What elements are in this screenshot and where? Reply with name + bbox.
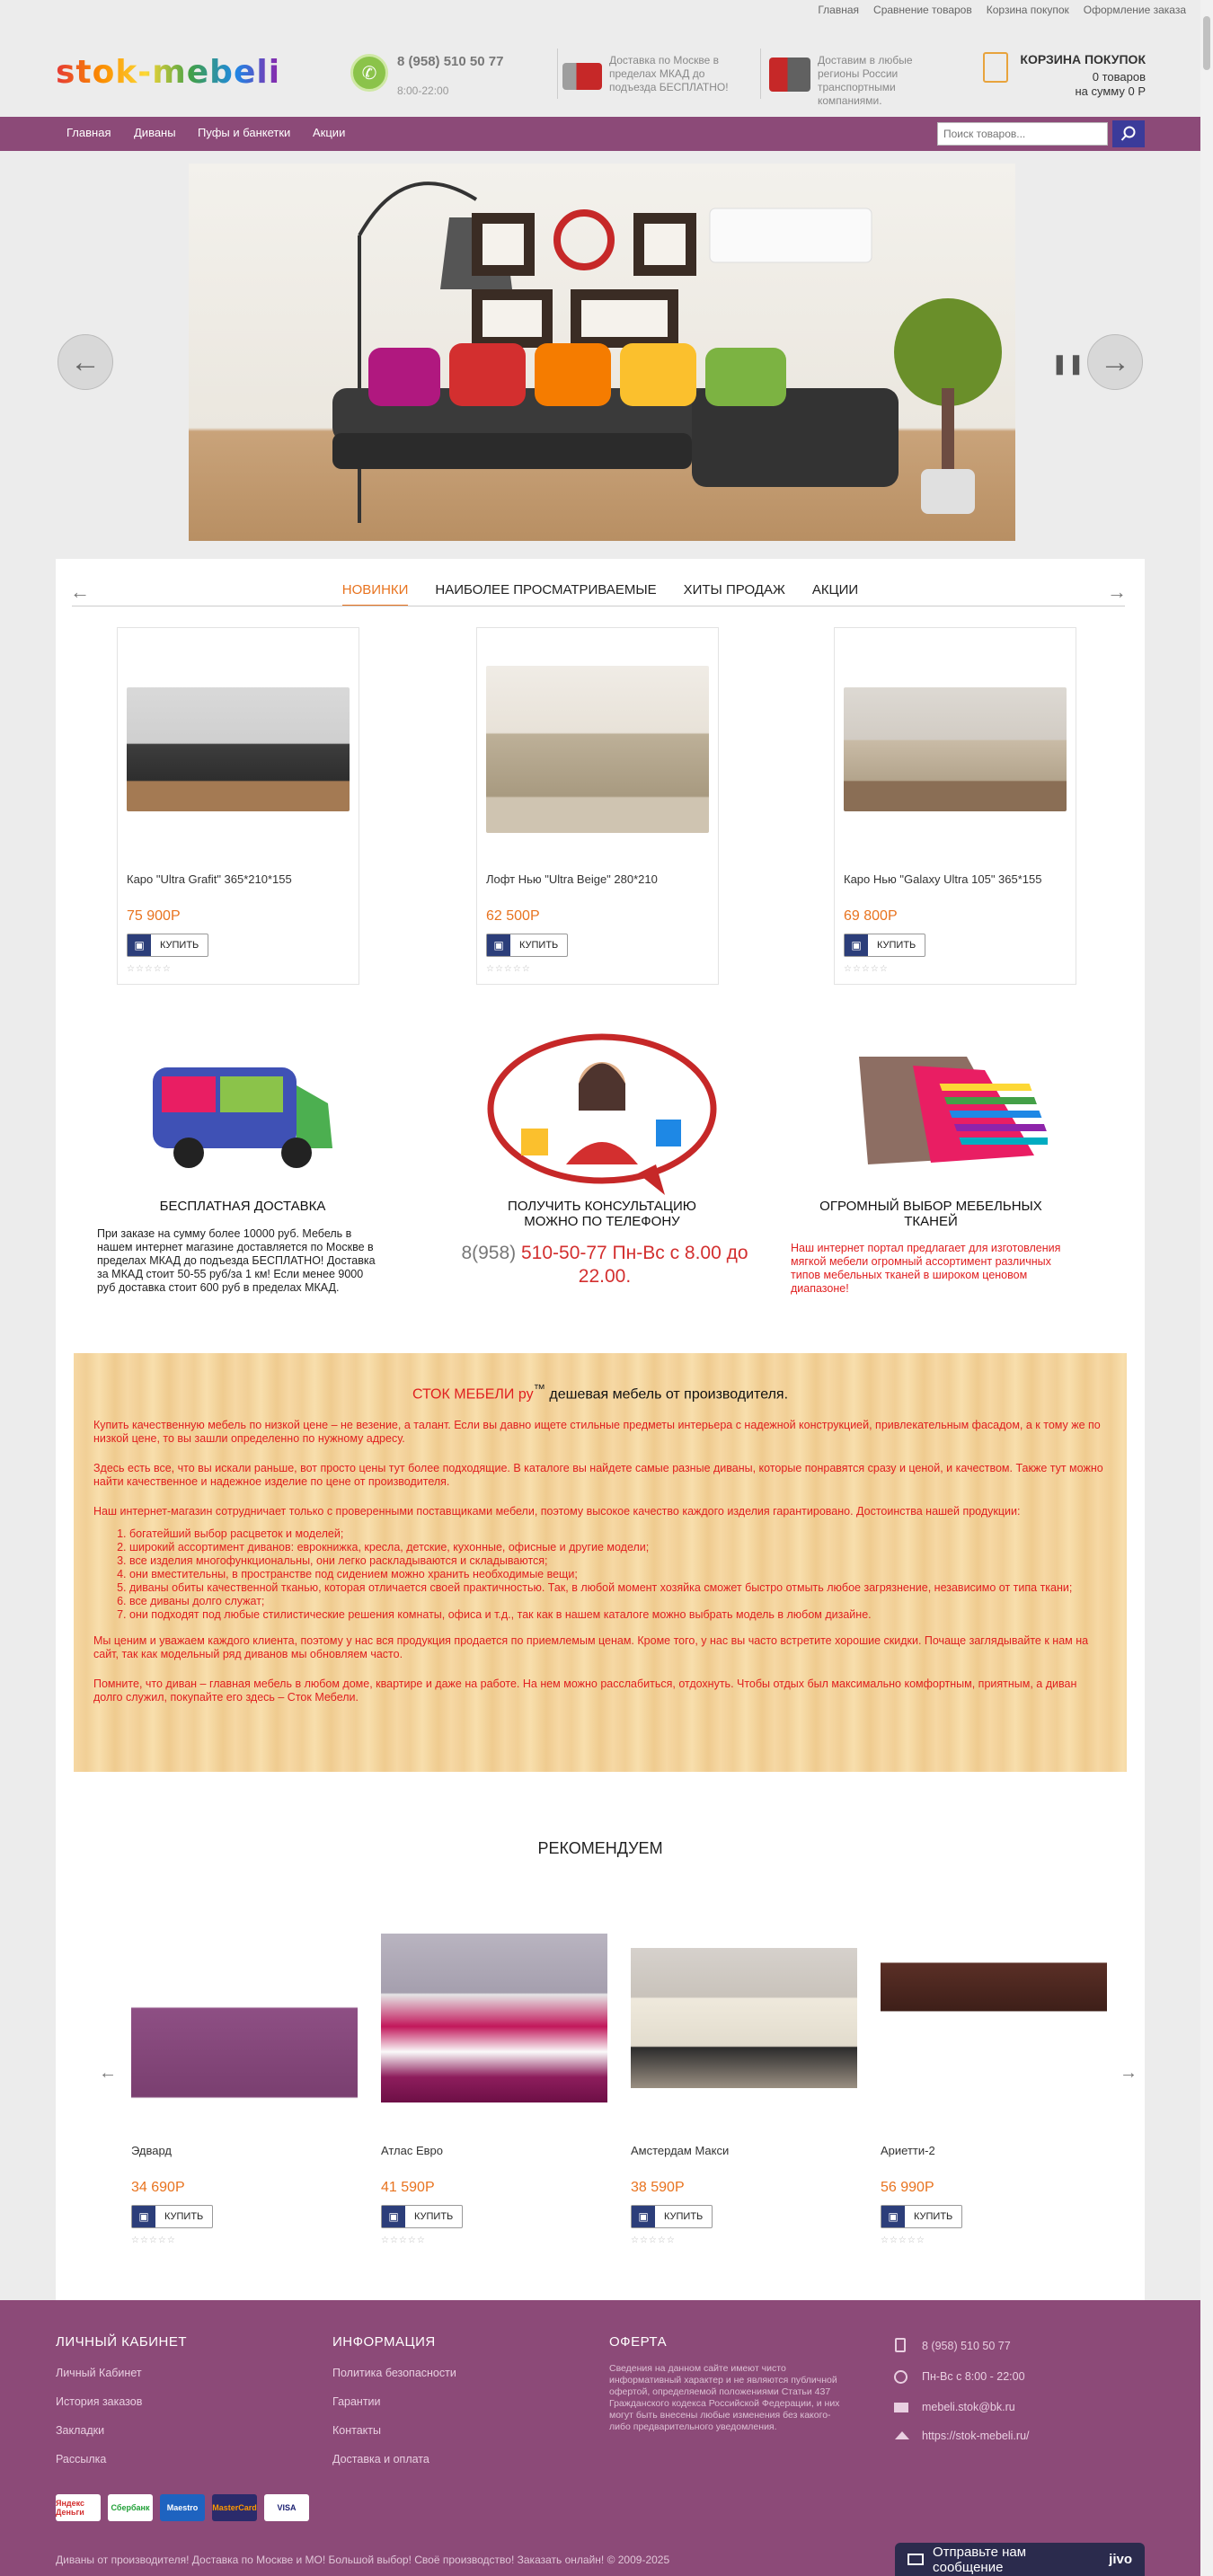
footer-link[interactable]: Контакты bbox=[332, 2424, 381, 2437]
copyright-text: Диваны от производителя! Доставка по Москве и МО! Большой выбор! Своё производство! Заказать онлайн! © 2009-2025 bbox=[56, 2554, 670, 2566]
list-item: 6. все диваны долго служат; bbox=[129, 1595, 1107, 1608]
scrollbar-thumb[interactable] bbox=[1203, 16, 1210, 70]
product-name[interactable]: Каро Нью "Galaxy Ultra 105" 365*155 bbox=[844, 872, 1042, 886]
buy-label: КУПИТЬ bbox=[519, 940, 559, 951]
clock-icon bbox=[894, 2370, 908, 2384]
tabs-prev-arrow[interactable]: ← bbox=[70, 580, 90, 603]
mastercard-icon: MasterCard bbox=[212, 2494, 257, 2521]
mobile-phone-icon bbox=[895, 2338, 906, 2352]
tab-sales[interactable]: АКЦИИ bbox=[811, 582, 859, 598]
buy-button[interactable] bbox=[127, 934, 208, 957]
footer-offer-title: ОФЕРТА bbox=[609, 2334, 668, 2350]
about-paragraph: Здесь есть все, что вы искали раньше, вот просто цены тут более подходящие. В каталоге вы найдете самые разные диваны, которые понравятся сразу и ценой, и качеством. Также тут можно найти качественное и надежное изделие по цене от производителя. bbox=[93, 1462, 1103, 1489]
recommend-image-atlas[interactable] bbox=[381, 1934, 607, 2102]
regional-truck-icon bbox=[769, 58, 810, 92]
rating-stars: ☆☆☆☆☆ bbox=[881, 2235, 925, 2245]
product-name[interactable]: Каро "Ultra Grafit" 365*210*155 bbox=[127, 872, 292, 886]
product-tabs bbox=[0, 582, 1200, 606]
feature-delivery-title: БЕСПЛАТНАЯ ДОСТАВКА bbox=[159, 1199, 326, 1214]
jivo-logo: jivo bbox=[1109, 2552, 1132, 2567]
toplink-compare[interactable]: Сравнение товаров bbox=[873, 4, 972, 16]
product-name[interactable]: Лофт Нью "Ultra Beige" 280*210 bbox=[486, 872, 658, 886]
buy-button[interactable] bbox=[131, 2205, 213, 2228]
footer-info-title: ИНФОРМАЦИЯ bbox=[332, 2334, 436, 2350]
recommend-prev-arrow[interactable]: ← bbox=[99, 2063, 117, 2083]
living-room-illustration bbox=[189, 164, 1015, 541]
recommend-price: 38 590Р bbox=[631, 2180, 685, 2195]
tab-new[interactable]: НОВИНКИ bbox=[342, 582, 409, 606]
buy-label: КУПИТЬ bbox=[164, 2211, 204, 2222]
about-paragraph: Помните, что диван – главная мебель в любом доме, квартире и даже на работе. На нем можно расслабиться, отдохнуть. Чтобы отдых был максимально комфортным, приятным, а диван долго служил, покупайте его здесь – Сток Мебели. bbox=[93, 1677, 1077, 1704]
product-image[interactable] bbox=[127, 687, 350, 811]
phone-icon: ✆ bbox=[350, 54, 388, 92]
envelope-icon bbox=[908, 2554, 924, 2565]
hero-slide-image bbox=[189, 164, 1015, 541]
footer-link[interactable]: Личный Кабинет bbox=[56, 2367, 142, 2379]
advantages-list bbox=[93, 1527, 1107, 1622]
rating-stars: ☆☆☆☆☆ bbox=[844, 964, 889, 974]
cart-bag-icon[interactable] bbox=[983, 52, 1008, 83]
email-icon bbox=[894, 2403, 908, 2412]
product-price: 69 800Р bbox=[844, 908, 898, 924]
footer-link[interactable]: Закладки bbox=[56, 2424, 105, 2437]
maestro-icon: Maestro bbox=[160, 2494, 205, 2521]
product-price: 75 900Р bbox=[127, 908, 181, 924]
cart-icon: ▣ bbox=[132, 2206, 155, 2227]
buy-button[interactable] bbox=[881, 2205, 962, 2228]
footer-email[interactable]: mebeli.stok@bk.ru bbox=[922, 2401, 1015, 2413]
footer-phone: 8 (958) 510 50 77 bbox=[922, 2340, 1011, 2352]
buy-label: КУПИТЬ bbox=[414, 2211, 454, 2222]
slider-pause-icon[interactable]: ❚❚ bbox=[1051, 352, 1085, 375]
cart-sum: на сумму 0 Р bbox=[1075, 84, 1146, 98]
footer-site-url[interactable]: https://stok-mebeli.ru/ bbox=[922, 2430, 1030, 2442]
chat-label: Отправьте нам сообщение bbox=[932, 2544, 1027, 2575]
cart-icon: ▣ bbox=[845, 934, 868, 956]
cart-icon: ▣ bbox=[632, 2206, 655, 2227]
buy-button[interactable] bbox=[844, 934, 925, 957]
feature-consult-title: ПОЛУЧИТЬ КОНСУЛЬТАЦИЮ МОЖНО ПО ТЕЛЕФОНУ bbox=[508, 1199, 696, 1229]
footer-link[interactable]: Политика безопасности bbox=[332, 2367, 456, 2379]
sberbank-icon: Сбербанк bbox=[108, 2494, 153, 2521]
cart-icon: ▣ bbox=[382, 2206, 405, 2227]
feature-fabrics-text: Наш интернет портал предлагает для изготовления мягкой мебели огромный ассортимент различных типов мебельных тканей в широком ценовом диапазоне! bbox=[791, 1242, 1061, 1295]
recommend-price: 41 590Р bbox=[381, 2180, 435, 2195]
header-hours: 8:00-22:00 bbox=[397, 84, 449, 97]
product-image[interactable] bbox=[486, 666, 709, 833]
footer-hours: Пн-Вс с 8:00 - 22:00 bbox=[922, 2370, 1025, 2383]
cart-count: 0 товаров bbox=[1092, 70, 1146, 84]
toplink-cart[interactable]: Корзина покупок bbox=[986, 4, 1069, 16]
recommend-title: РЕКОМЕНДУЕМ bbox=[537, 1839, 663, 1857]
slider-next-button[interactable]: → bbox=[1087, 334, 1143, 390]
cart-icon: ▣ bbox=[128, 934, 151, 956]
consult-phone-rest: 510-50-77 Пн-Вс с 8.00 до 22.00. bbox=[520, 1243, 748, 1287]
cart-icon: ▣ bbox=[487, 934, 510, 956]
header-phone: 8 (958) 510 50 77 bbox=[397, 54, 504, 69]
about-heading-brand: СТОК МЕБЕЛИ ру bbox=[412, 1386, 534, 1403]
header-divider bbox=[557, 49, 558, 99]
recommend-name[interactable]: Атлас Евро bbox=[381, 2144, 444, 2157]
recommend-price: 34 690Р bbox=[131, 2180, 185, 2195]
buy-label: КУПИТЬ bbox=[664, 2211, 704, 2222]
list-item: 4. они вместительны, в пространстве под сидением можно хранить необходимые вещи; bbox=[129, 1568, 1107, 1581]
cart-icon: ▣ bbox=[881, 2206, 905, 2227]
nav-item-home[interactable]: Главная bbox=[66, 126, 111, 139]
top-links bbox=[818, 4, 1186, 16]
recommend-name[interactable]: Амстердам Макси bbox=[631, 2144, 730, 2157]
list-item: 5. диваны обиты качественной тканью, которая отличается своей практичностью. Так, в любой момент хозяйка сможет быстро отмыть любое загрязнение, независимо от типа ткани; bbox=[129, 1581, 1107, 1595]
product-card[interactable] bbox=[834, 627, 1076, 985]
jivo-chat-button[interactable] bbox=[895, 2543, 1145, 2576]
about-heading-rest: дешевая мебель от производителя. bbox=[545, 1386, 789, 1403]
toplink-checkout[interactable]: Оформление заказа bbox=[1083, 4, 1186, 16]
site-logo[interactable]: stok-mebeli bbox=[56, 54, 281, 91]
footer-link[interactable]: Доставка и оплата bbox=[332, 2453, 429, 2465]
about-paragraph: Наш интернет-магазин сотрудничает только с проверенными поставщиками мебели, поэтому высокое качество каждого изделия гарантировано. Достоинства нашей продукции: bbox=[93, 1505, 1021, 1518]
list-item: 1. богатейший выбор расцветок и моделей; bbox=[129, 1527, 1107, 1541]
about-text-block bbox=[74, 1353, 1127, 1772]
header-divider bbox=[760, 49, 761, 99]
recommend-image-amsterdam[interactable] bbox=[631, 1948, 857, 2088]
recommend-next-arrow[interactable]: → bbox=[1120, 2063, 1138, 2083]
rating-stars: ☆☆☆☆☆ bbox=[486, 964, 531, 974]
about-paragraph: Купить качественную мебель по низкой цене – не везение, а талант. Если вы давно ищете стильные предметы интерьера с надежной конструкцией, привлекательным фасадом, а к тому же по низкой цене, то вы зашли определенно по нужному адресу. bbox=[93, 1419, 1101, 1446]
visa-icon: VISA bbox=[264, 2494, 309, 2521]
product-card[interactable] bbox=[117, 627, 359, 985]
rating-stars: ☆☆☆☆☆ bbox=[131, 2235, 176, 2245]
footer-link[interactable]: Гарантии bbox=[332, 2395, 381, 2408]
nav-item-sales[interactable]: Акции bbox=[313, 126, 346, 139]
rating-stars: ☆☆☆☆☆ bbox=[631, 2235, 676, 2245]
feature-delivery-text: При заказе на сумму более 10000 руб. Мебель в нашем интернет магазине доставляется по Москве в пределах МКАД до подъезда БЕСПЛАТНО! Доставка за МКАД стоит 50-55 руб/за 1 км! Если менее 9000 руб доставка стоит 600 руб в пределах МКАД. bbox=[97, 1227, 376, 1294]
cart-title[interactable]: КОРЗИНА ПОКУПОК bbox=[1020, 52, 1146, 66]
search-icon bbox=[1120, 126, 1137, 142]
slider-prev-button[interactable]: ← bbox=[58, 334, 113, 390]
rating-stars: ☆☆☆☆☆ bbox=[381, 2235, 426, 2245]
about-paragraph: Мы ценим и уважаем каждого клиента, поэтому у нас вся продукция продается по приемлемым ценам. Кроме того, у нас вы часто встретите хорошие скидки. Почаще заглядывайте к нам на сайт, так как модельный ряд диванов мы обновляем часто. bbox=[93, 1634, 1089, 1661]
feature-fabrics-title: ОГРОМНЫЙ ВЫБОР МЕБЕЛЬНЫХ ТКАНЕЙ bbox=[819, 1199, 1042, 1229]
list-item: 2. широкий ассортимент диванов: еврокнижка, кресла, детские, кухонные, офисные и другие модели; bbox=[129, 1541, 1107, 1554]
buy-label: КУПИТЬ bbox=[914, 2211, 953, 2222]
recommend-image-arietti[interactable] bbox=[881, 1946, 1107, 2027]
search-button[interactable] bbox=[1112, 120, 1145, 147]
feature-consult-phone[interactable] bbox=[456, 1242, 753, 1288]
footer-link[interactable]: История заказов bbox=[56, 2395, 143, 2408]
delivery-moscow-text: Доставка по Москве в пределах МКАД до подъезда БЕСПЛАТНО! bbox=[609, 54, 729, 93]
tab-most-viewed[interactable]: НАИБОЛЕЕ ПРОСМАТРИВАЕМЫЕ bbox=[435, 582, 657, 598]
tab-bestsellers[interactable]: ХИТЫ ПРОДАЖ bbox=[683, 582, 785, 598]
about-heading bbox=[93, 1382, 1107, 1403]
list-item: 7. они подходят под любые стилистические решения комнаты, офиса и т.д., так как в нашем каталоге можно выбрать модель в любом дизайне. bbox=[129, 1608, 1107, 1622]
consultant-image bbox=[485, 1030, 721, 1195]
recommend-image-edvard[interactable] bbox=[131, 1966, 358, 2129]
buy-button[interactable] bbox=[631, 2205, 713, 2228]
page-scrollbar[interactable] bbox=[1200, 0, 1213, 2576]
footer-account-title: ЛИЧНЫЙ КАБИНЕТ bbox=[56, 2334, 188, 2350]
nav-item-poufs[interactable]: Пуфы и банкетки bbox=[198, 126, 291, 139]
about-heading-tm: ™ bbox=[533, 1382, 545, 1395]
rating-stars: ☆☆☆☆☆ bbox=[127, 964, 172, 974]
list-item: 3. все изделия многофункциональны, они легко раскладываются и складываются; bbox=[129, 1554, 1107, 1568]
buy-button[interactable] bbox=[486, 934, 568, 957]
delivery-van-image bbox=[144, 1049, 341, 1175]
consult-phone-prefix: 8(958) bbox=[461, 1243, 517, 1263]
buy-label: КУПИТЬ bbox=[877, 940, 916, 951]
search-input[interactable] bbox=[937, 122, 1108, 146]
buy-button[interactable] bbox=[381, 2205, 463, 2228]
nav-item-sofas[interactable]: Диваны bbox=[134, 126, 176, 139]
fabric-samples-image bbox=[832, 1048, 1048, 1182]
yandex-money-icon: Яндекс Деньги bbox=[56, 2494, 101, 2521]
buy-label: КУПИТЬ bbox=[160, 940, 199, 951]
delivery-truck-icon bbox=[562, 63, 602, 90]
product-image[interactable] bbox=[844, 687, 1067, 811]
product-card[interactable] bbox=[476, 627, 719, 985]
delivery-regions-text: Доставим в любые регионы России транспортными компаниями. bbox=[818, 54, 913, 107]
footer-offer-text: Сведения на данном сайте имеют чисто информативный характер и не являются публичной офертой, определяемой положениями Статьи 437 Гражданского кодекса Российской Федерации, и них могут быть внесены любые изменения без какого-либо предварительного уведомления. bbox=[609, 2363, 840, 2432]
tabs-next-arrow[interactable]: → bbox=[1107, 580, 1127, 603]
footer-link[interactable]: Рассылка bbox=[56, 2453, 107, 2465]
toplink-home[interactable]: Главная bbox=[818, 4, 860, 16]
recommend-name[interactable]: Ариетти-2 bbox=[881, 2144, 935, 2157]
recommend-name[interactable]: Эдвард bbox=[131, 2144, 173, 2157]
payment-methods bbox=[56, 2494, 309, 2521]
recommend-price: 56 990Р bbox=[881, 2180, 934, 2195]
home-icon bbox=[895, 2431, 909, 2439]
product-price: 62 500Р bbox=[486, 908, 540, 924]
